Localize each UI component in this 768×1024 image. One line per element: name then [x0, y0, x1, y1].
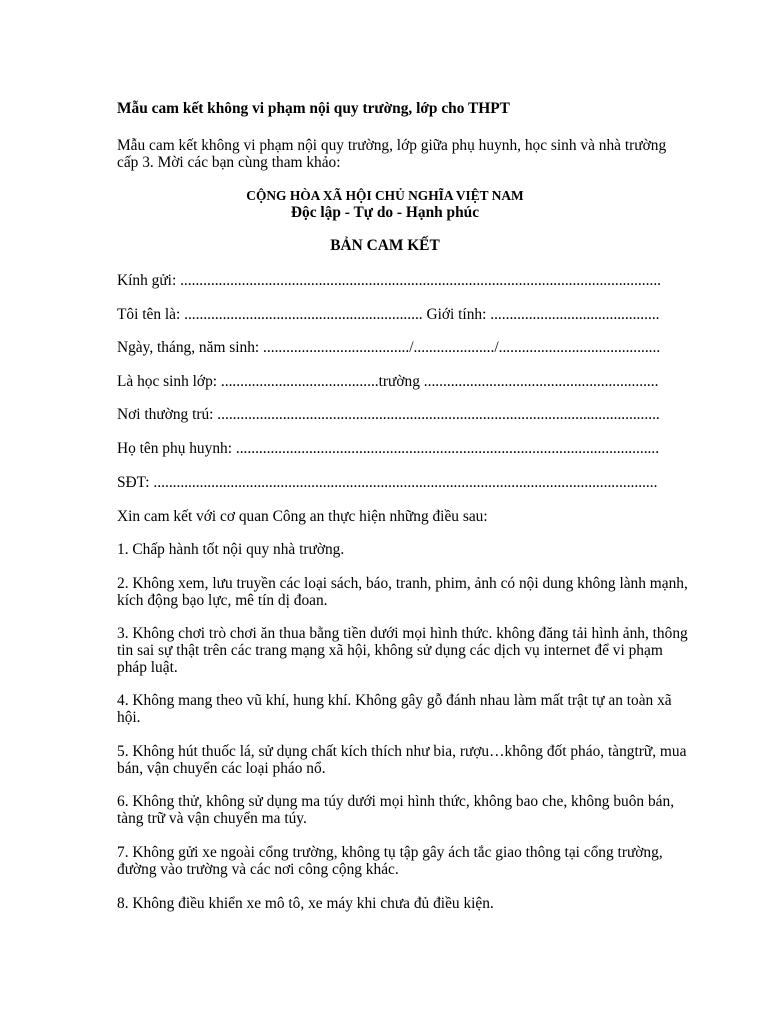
pledge-line: 8. Không điều khiển xe mô tô, xe máy khi chưa đủ điều kiện. [117, 895, 494, 912]
national-header: CỘNG HÒA XÃ HỘI CHỦ NGHĨA VIỆT NAM [246, 188, 524, 203]
field-hoc-sinh-text: Là học sinh lớp: .........................................trường ............................................................. [117, 373, 659, 390]
national-header-block [117, 187, 653, 221]
pledge-line: 1. Chấp hành tốt nội quy nhà trường. [117, 541, 345, 558]
field-toi-ten [117, 306, 660, 323]
pledge-line: tin sai sự thật trên các trang mạng xã hội, không sử dụng các dịch vụ internet để vi phạm [117, 642, 663, 659]
pledge-line: 2. Không xem, lưu truyền các loại sách, báo, tranh, phim, ảnh có nội dung không lành mạnh, [117, 575, 688, 592]
document-title-text: Mẫu cam kết không vi phạm nội quy trường, lớp cho THPT [117, 100, 510, 117]
field-phu-huynh-text: Họ tên phụ huynh: .............................................................................................................. [117, 440, 660, 457]
form-title [117, 237, 653, 254]
pledge-line: hội. [117, 709, 141, 726]
field-toi-ten-text: Tôi tên là: .............................................................. Giới tính: ............................................ [117, 306, 660, 323]
intro-line: cấp 3. Mời các bạn cùng tham khảo: [117, 154, 341, 171]
pledge-item-6 [117, 793, 674, 827]
pledge-line: tàng trữ và vận chuyển ma túy. [117, 810, 307, 827]
field-ngay-sinh-text: Ngày, tháng, năm sinh: ....................................../...................../.......................................... [117, 339, 661, 356]
pledge-line: 5. Không hút thuốc lá, sử dụng chất kích thích như bia, rượu…không đốt pháo, tàngtrữ, mua [117, 743, 687, 760]
document-title [117, 100, 510, 117]
pledge-intro [117, 508, 488, 525]
pledge-intro-text: Xin cam kết với cơ quan Công an thực hiện những điều sau: [117, 508, 488, 525]
pledge-item-3 [117, 625, 688, 676]
intro-line: Mẫu cam kết không vi phạm nội quy trường, lớp giữa phụ huynh, học sinh và nhà trường [117, 137, 667, 154]
pledge-item-5 [117, 743, 686, 777]
pledge-item-4 [117, 692, 672, 726]
pledge-line: pháp luật. [117, 659, 178, 676]
field-noi-thuong-tru-text: Nơi thường trú: ................................................................................................................... [117, 406, 660, 423]
pledge-line: 6. Không thử, không sử dụng ma túy dưới mọi hình thức, không bao che, không buôn bán, [117, 793, 675, 810]
pledge-line: đường vào trường và các nơi công cộng khác. [117, 861, 399, 878]
national-motto: Độc lập - Tự do - Hạnh phúc [290, 204, 480, 221]
field-sdt [117, 474, 657, 491]
field-noi-thuong-tru [117, 406, 660, 423]
pledge-line: 4. Không mang theo vũ khí, hung khí. Không gây gỗ đánh nhau làm mất trật tự an toàn xã [117, 692, 672, 709]
field-phu-huynh [117, 440, 659, 457]
field-sdt-text: SĐT: ................................................................................................................................... [117, 474, 658, 491]
field-kinh-gui [117, 272, 661, 289]
pledge-line: 3. Không chơi trò chơi ăn thua bằng tiền dưới mọi hình thức. không đăng tải hình ảnh, thông [117, 625, 688, 642]
pledge-line: 7. Không gửi xe ngoài cổng trường, không tụ tập gây ách tắc giao thông tại cổng trường, [117, 844, 663, 861]
pledge-item-8 [117, 895, 494, 912]
pledge-item-7 [117, 844, 663, 878]
field-hoc-sinh [117, 373, 658, 390]
form-title-text: BẢN CAM KẾT [330, 237, 440, 254]
pledge-line: kích động bạo lực, mê tín dị đoan. [117, 592, 328, 609]
field-ngay-sinh [117, 339, 660, 356]
field-kinh-gui-text: Kính gửi: ............................................................................................................................. [117, 272, 662, 289]
pledge-item-2 [117, 575, 688, 609]
pledge-line: bán, vận chuyển các loại pháo nổ. [117, 760, 326, 777]
intro-paragraph [117, 137, 666, 171]
pledge-item-1 [117, 541, 344, 558]
